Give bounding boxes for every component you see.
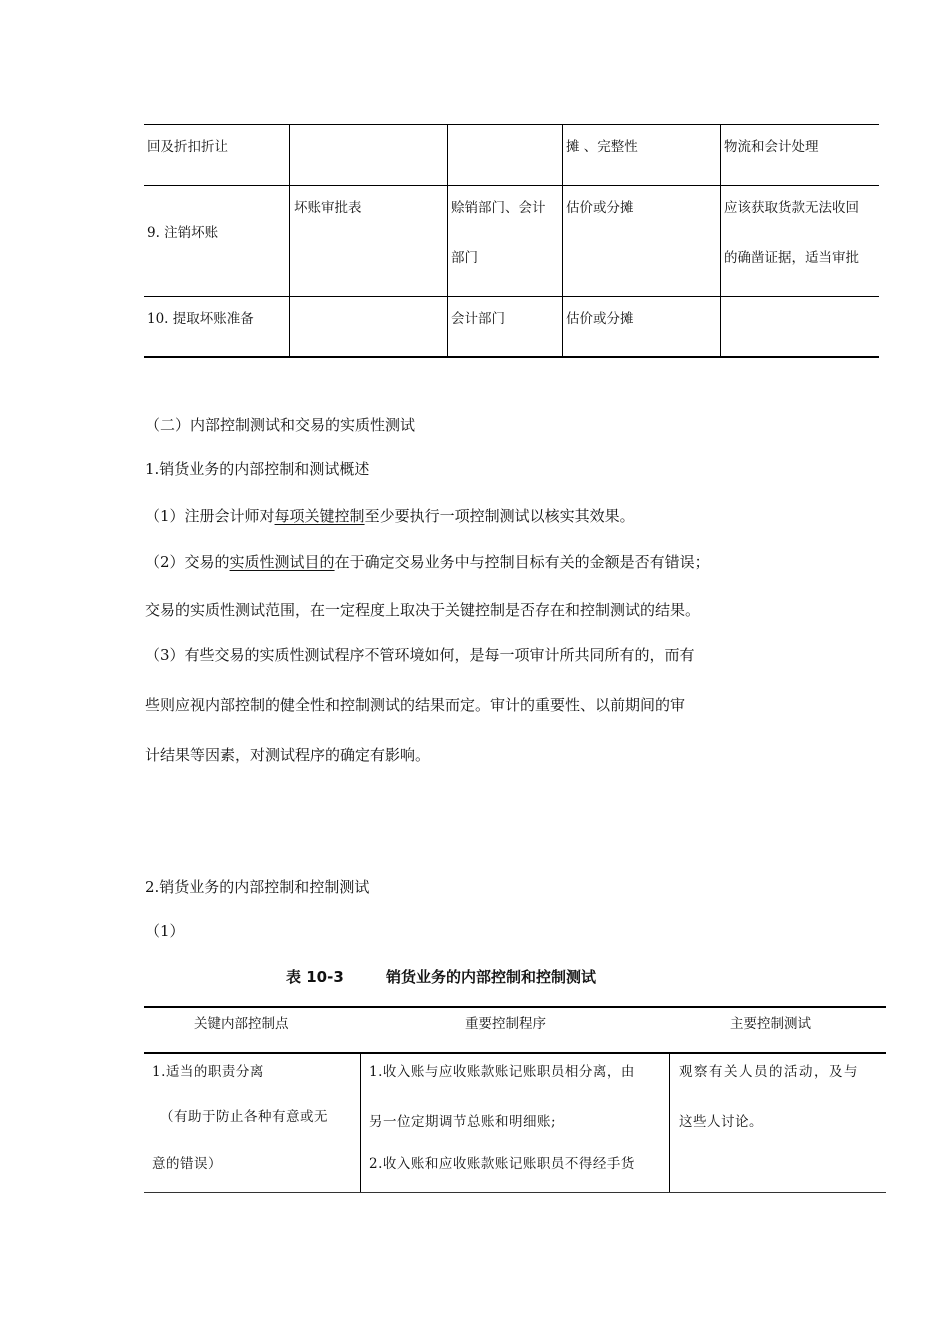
subsection-heading: 1.销货业务的内部控制和测试概述 (145, 460, 370, 478)
table-caption-title: 销货业务的内部控制和控制测试 (386, 968, 597, 986)
paragraph: 交易的实质性测试范围，在一定程度上取决于关键控制是否存在和控制测试的结果。 (145, 601, 701, 619)
list-item-marker: （1） (145, 922, 185, 940)
table-cell: 估价或分摊 (566, 311, 634, 327)
table-cell: 物流和会计处理 (724, 139, 819, 155)
table-col-divider (447, 124, 448, 358)
table-cell: 1.适当的职责分离 (152, 1064, 264, 1080)
table-cell: 部门 (451, 250, 478, 266)
table-rule-bottom (144, 1192, 886, 1193)
underlined-term: 每项关键控制 (274, 507, 365, 525)
table-cell: 回及折扣折让 (147, 139, 228, 155)
paragraph-text: （1）注册会计师对 (145, 507, 275, 525)
table-col-divider (289, 124, 290, 358)
table-cell: 9. 注销坏账 (147, 225, 219, 241)
paragraph (145, 505, 635, 526)
table-cell: 观察有关人员的活动，及与 (679, 1064, 859, 1080)
paragraph-text: 至少要执行一项控制测试以核实其效果。 (364, 507, 635, 525)
table-col-divider (562, 124, 563, 358)
table-rule (144, 296, 879, 297)
paragraph: 计结果等因素，对测试程序的确定有影响。 (145, 746, 431, 764)
table-cell: 坏账审批表 (294, 200, 362, 216)
underlined-term: 实质性测试目的 (229, 553, 335, 571)
column-header: 重要控制程序 (465, 1016, 546, 1032)
column-header: 关键内部控制点 (194, 1016, 289, 1032)
table-cell: 会计部门 (451, 311, 505, 327)
table-col-divider (669, 1054, 670, 1192)
table-cell: 另一位定期调节总账和明细账; (369, 1114, 557, 1130)
table-cell: 应该获取货款无法收回 (724, 200, 859, 216)
paragraph: （3）有些交易的实质性测试程序不管环境如何，是每一项审计所共同所有的，而有 (145, 646, 695, 664)
table-cell: 10. 提取坏账准备 (147, 311, 254, 327)
paragraph: 些则应视内部控制的健全性和控制测试的结果而定。审计的重要性、以前期间的审 (145, 696, 686, 714)
table-caption-number: 表 10-3 (286, 968, 344, 986)
paragraph-text: 在于确定交易业务中与控制目标有关的金额是否有错误； (334, 553, 710, 571)
subsection-heading: 2.销货业务的内部控制和控制测试 (145, 878, 370, 896)
table-cell: 意的错误） (152, 1156, 222, 1172)
table-col-divider (360, 1054, 361, 1192)
section-heading: （二）内部控制测试和交易的实质性测试 (145, 416, 416, 434)
table-cell: 摊 、完整性 (566, 139, 638, 155)
table-rule-header (144, 1052, 886, 1054)
table-cell: 赊销部门、会计 (451, 200, 546, 216)
table-cell: 2.收入账和应收账款账记账职员不得经手货 (369, 1156, 635, 1172)
table-cell: 这些人讨论。 (679, 1114, 763, 1130)
paragraph-text: （2）交易的 (145, 553, 230, 571)
column-header: 主要控制测试 (730, 1016, 811, 1032)
table-rule-bottom (144, 356, 879, 358)
table-cell: 估价或分摊 (566, 200, 634, 216)
paragraph (145, 551, 710, 572)
table-col-divider (720, 124, 721, 358)
table-cell: （有助于防止各种有意或无 (160, 1109, 328, 1125)
table-rule-top (144, 1006, 886, 1008)
table-cell: 的确凿证据，适当审批 (724, 250, 859, 266)
table-cell: 1.收入账与应收账款账记账职员相分离，由 (369, 1064, 635, 1080)
